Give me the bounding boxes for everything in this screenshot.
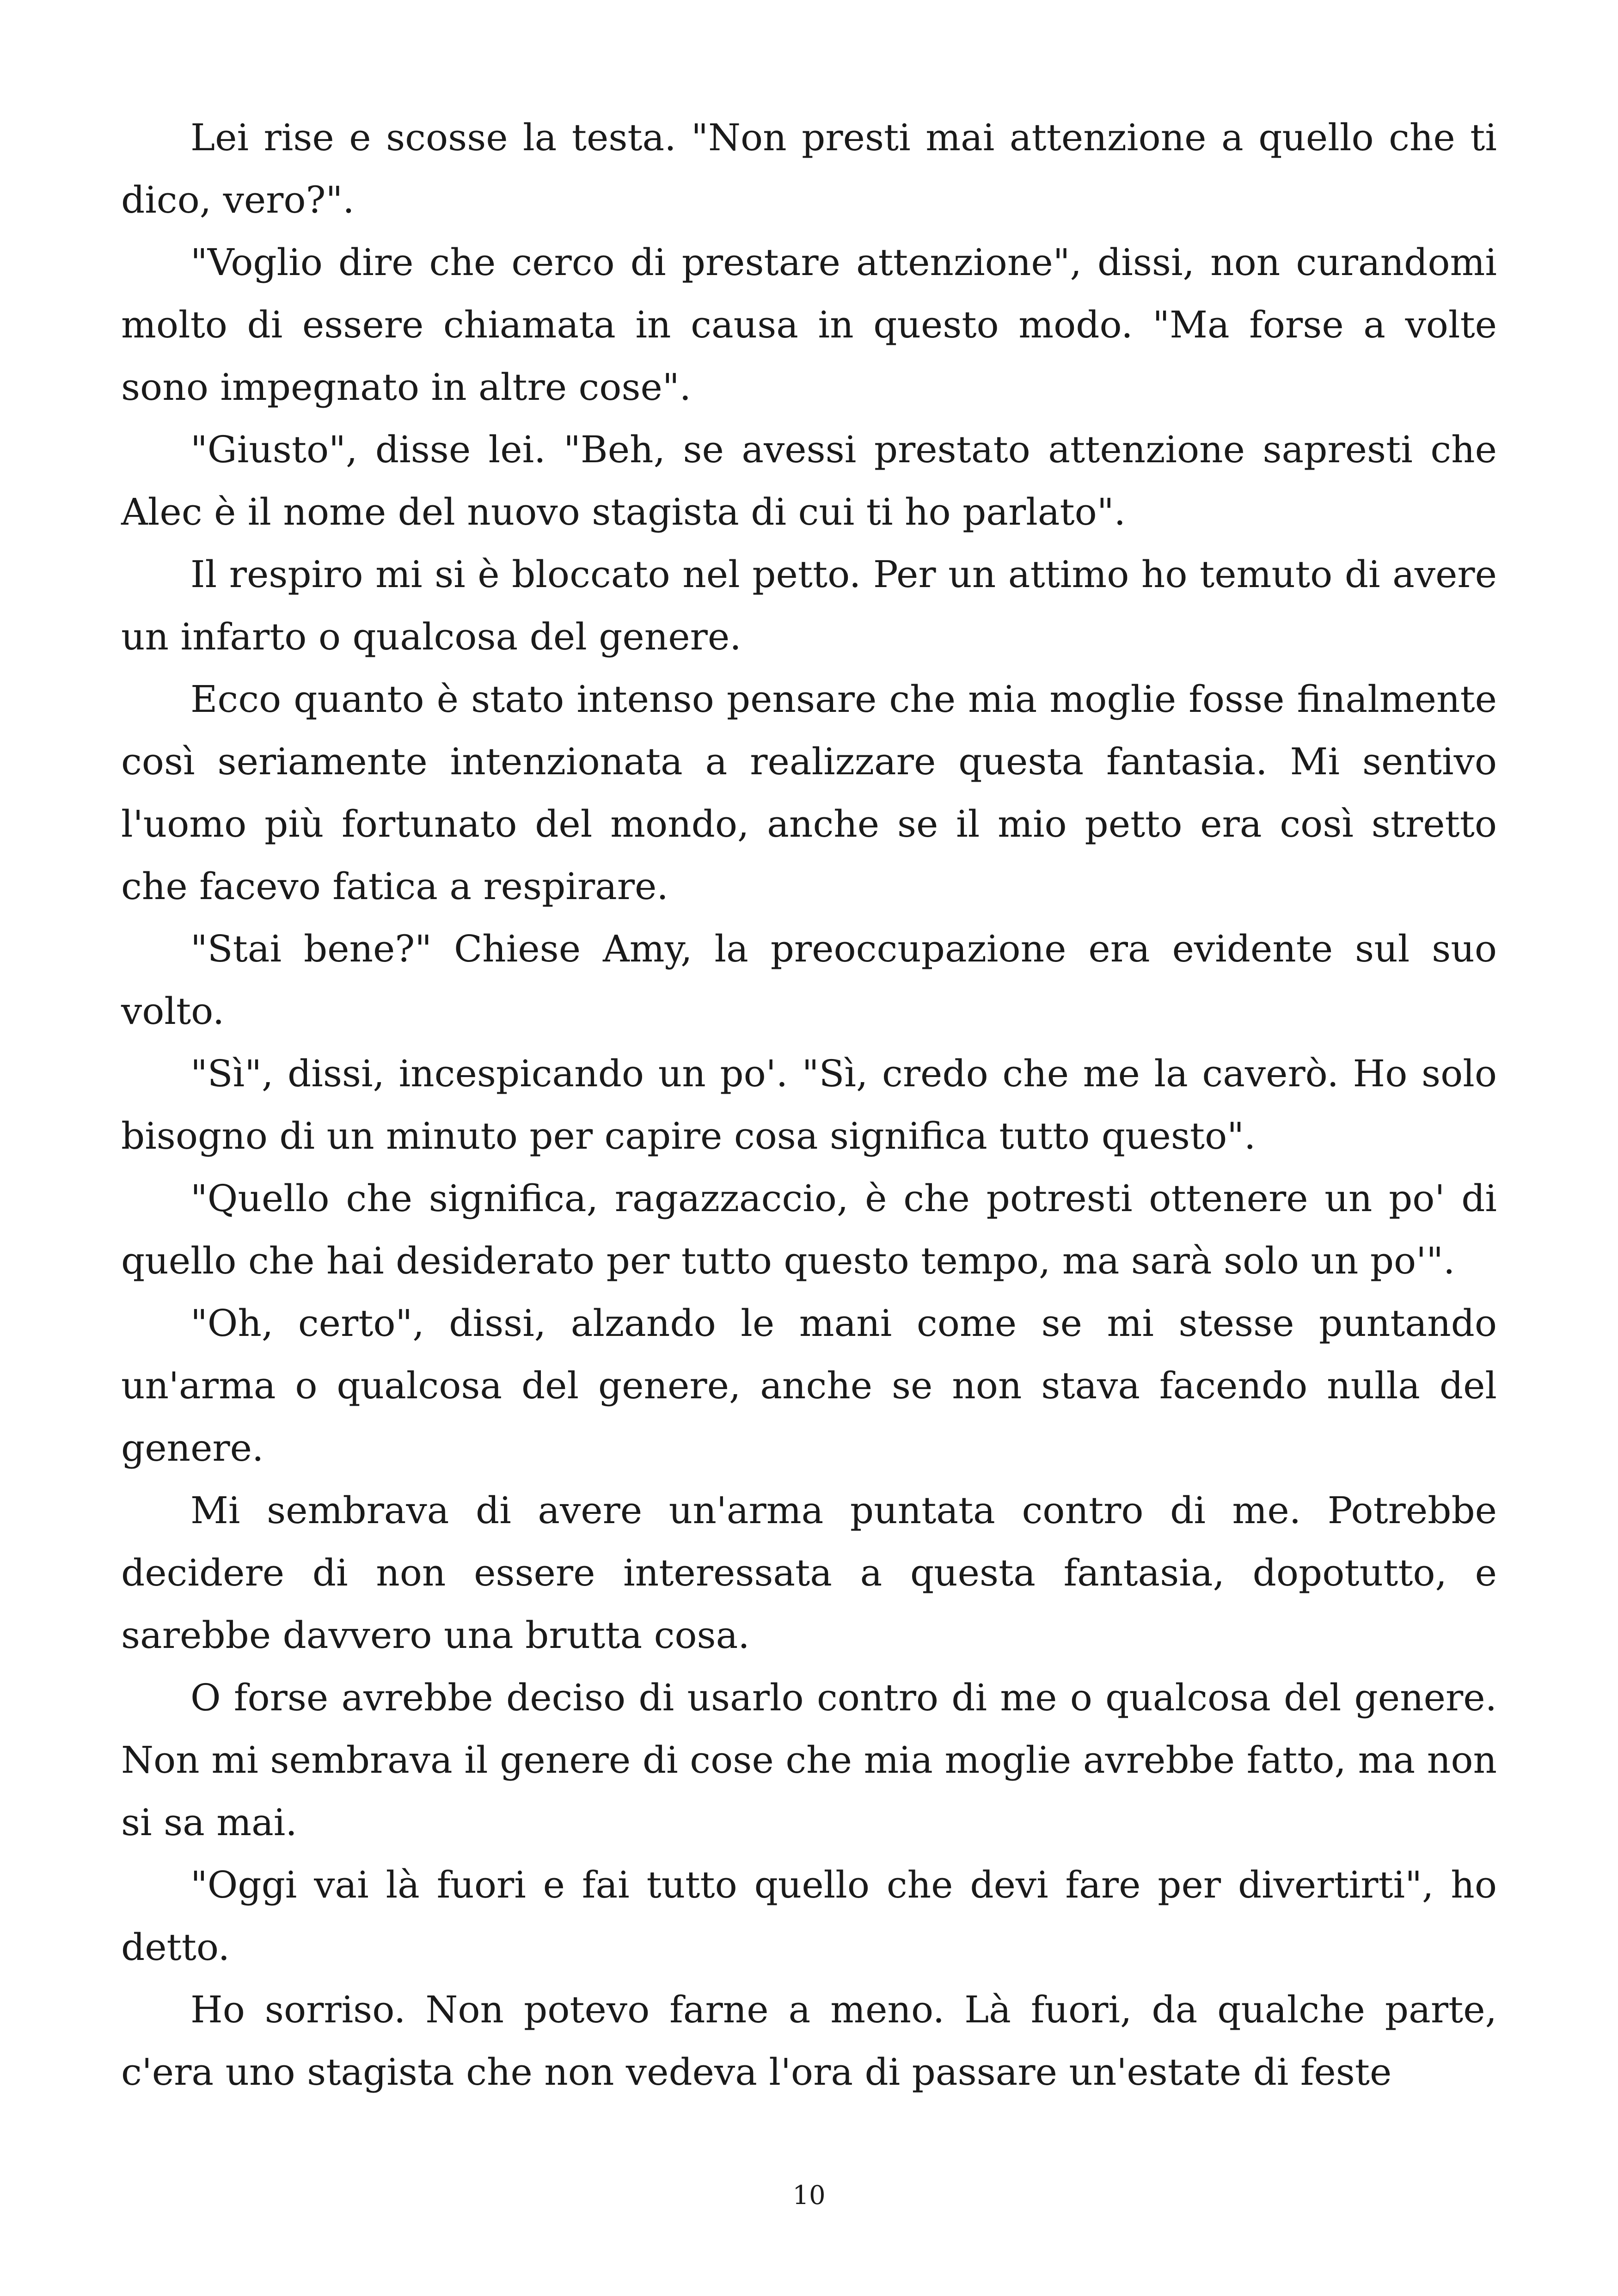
paragraph-7: "Sì", dissi, incespicando un po'. "Sì, credo che me la caverò. Ho solo bisogno di un minuto per capire cosa significa tutto questo". bbox=[121, 1052, 1497, 1157]
paragraph-4: Il respiro mi si è bloccato nel petto. Per un attimo ho temuto di avere un infarto o qualcosa del genere. bbox=[121, 553, 1497, 658]
paragraph-1: Lei rise e scosse la testa. "Non presti mai attenzione a quello che ti dico, vero?". bbox=[121, 116, 1497, 221]
page-number: 10 bbox=[792, 2180, 826, 2210]
paragraph-13: Ho sorriso. Non potevo farne a meno. Là fuori, da qualche parte, c'era uno stagista che non vedeva l'ora di passare un'estate di feste bbox=[121, 1988, 1497, 2094]
paragraph-3: "Giusto", disse lei. "Beh, se avessi prestato attenzione sapresti che Alec è il nome del nuovo stagista di cui ti ho parlato". bbox=[121, 428, 1497, 533]
paragraph-8: "Quello che significa, ragazzaccio, è che potresti ottenere un po' di quello che hai desiderato per tutto questo tempo, ma sarà solo un po'". bbox=[121, 1177, 1497, 1282]
paragraph-2: "Voglio dire che cerco di prestare attenzione", dissi, non curandomi molto di essere chiamata in causa in questo modo. "Ma forse a volte sono impegnato in altre cose". bbox=[121, 241, 1497, 409]
paragraph-6: "Stai bene?" Chiese Amy, la preoccupazione era evidente sul suo volto. bbox=[121, 927, 1497, 1033]
paragraph-11: O forse avrebbe deciso di usarlo contro di me o qualcosa del genere. Non mi sembrava il genere di cose che mia moglie avrebbe fatto, ma non si sa mai. bbox=[121, 1676, 1497, 1844]
paragraph-12: "Oggi vai là fuori e fai tutto quello che devi fare per divertirti", ho detto. bbox=[121, 1863, 1497, 1969]
paragraph-10: Mi sembrava di avere un'arma puntata contro di me. Potrebbe decidere di non essere interessata a questa fantasia, dopotutto, e sarebbe davvero una brutta cosa. bbox=[121, 1489, 1497, 1657]
paragraph-9: "Oh, certo", dissi, alzando le mani come se mi stesse puntando un'arma o qualcosa del genere, anche se non stava facendo nulla del genere. bbox=[121, 1302, 1497, 1469]
page-body bbox=[121, 106, 1497, 2103]
paragraph-5: Ecco quanto è stato intenso pensare che mia moglie fosse finalmente così seriamente intenzionata a realizzare questa fantasia. Mi sentivo l'uomo più fortunato del mondo, anche se il mio petto era così stretto che facevo fatica a respirare. bbox=[121, 678, 1497, 908]
